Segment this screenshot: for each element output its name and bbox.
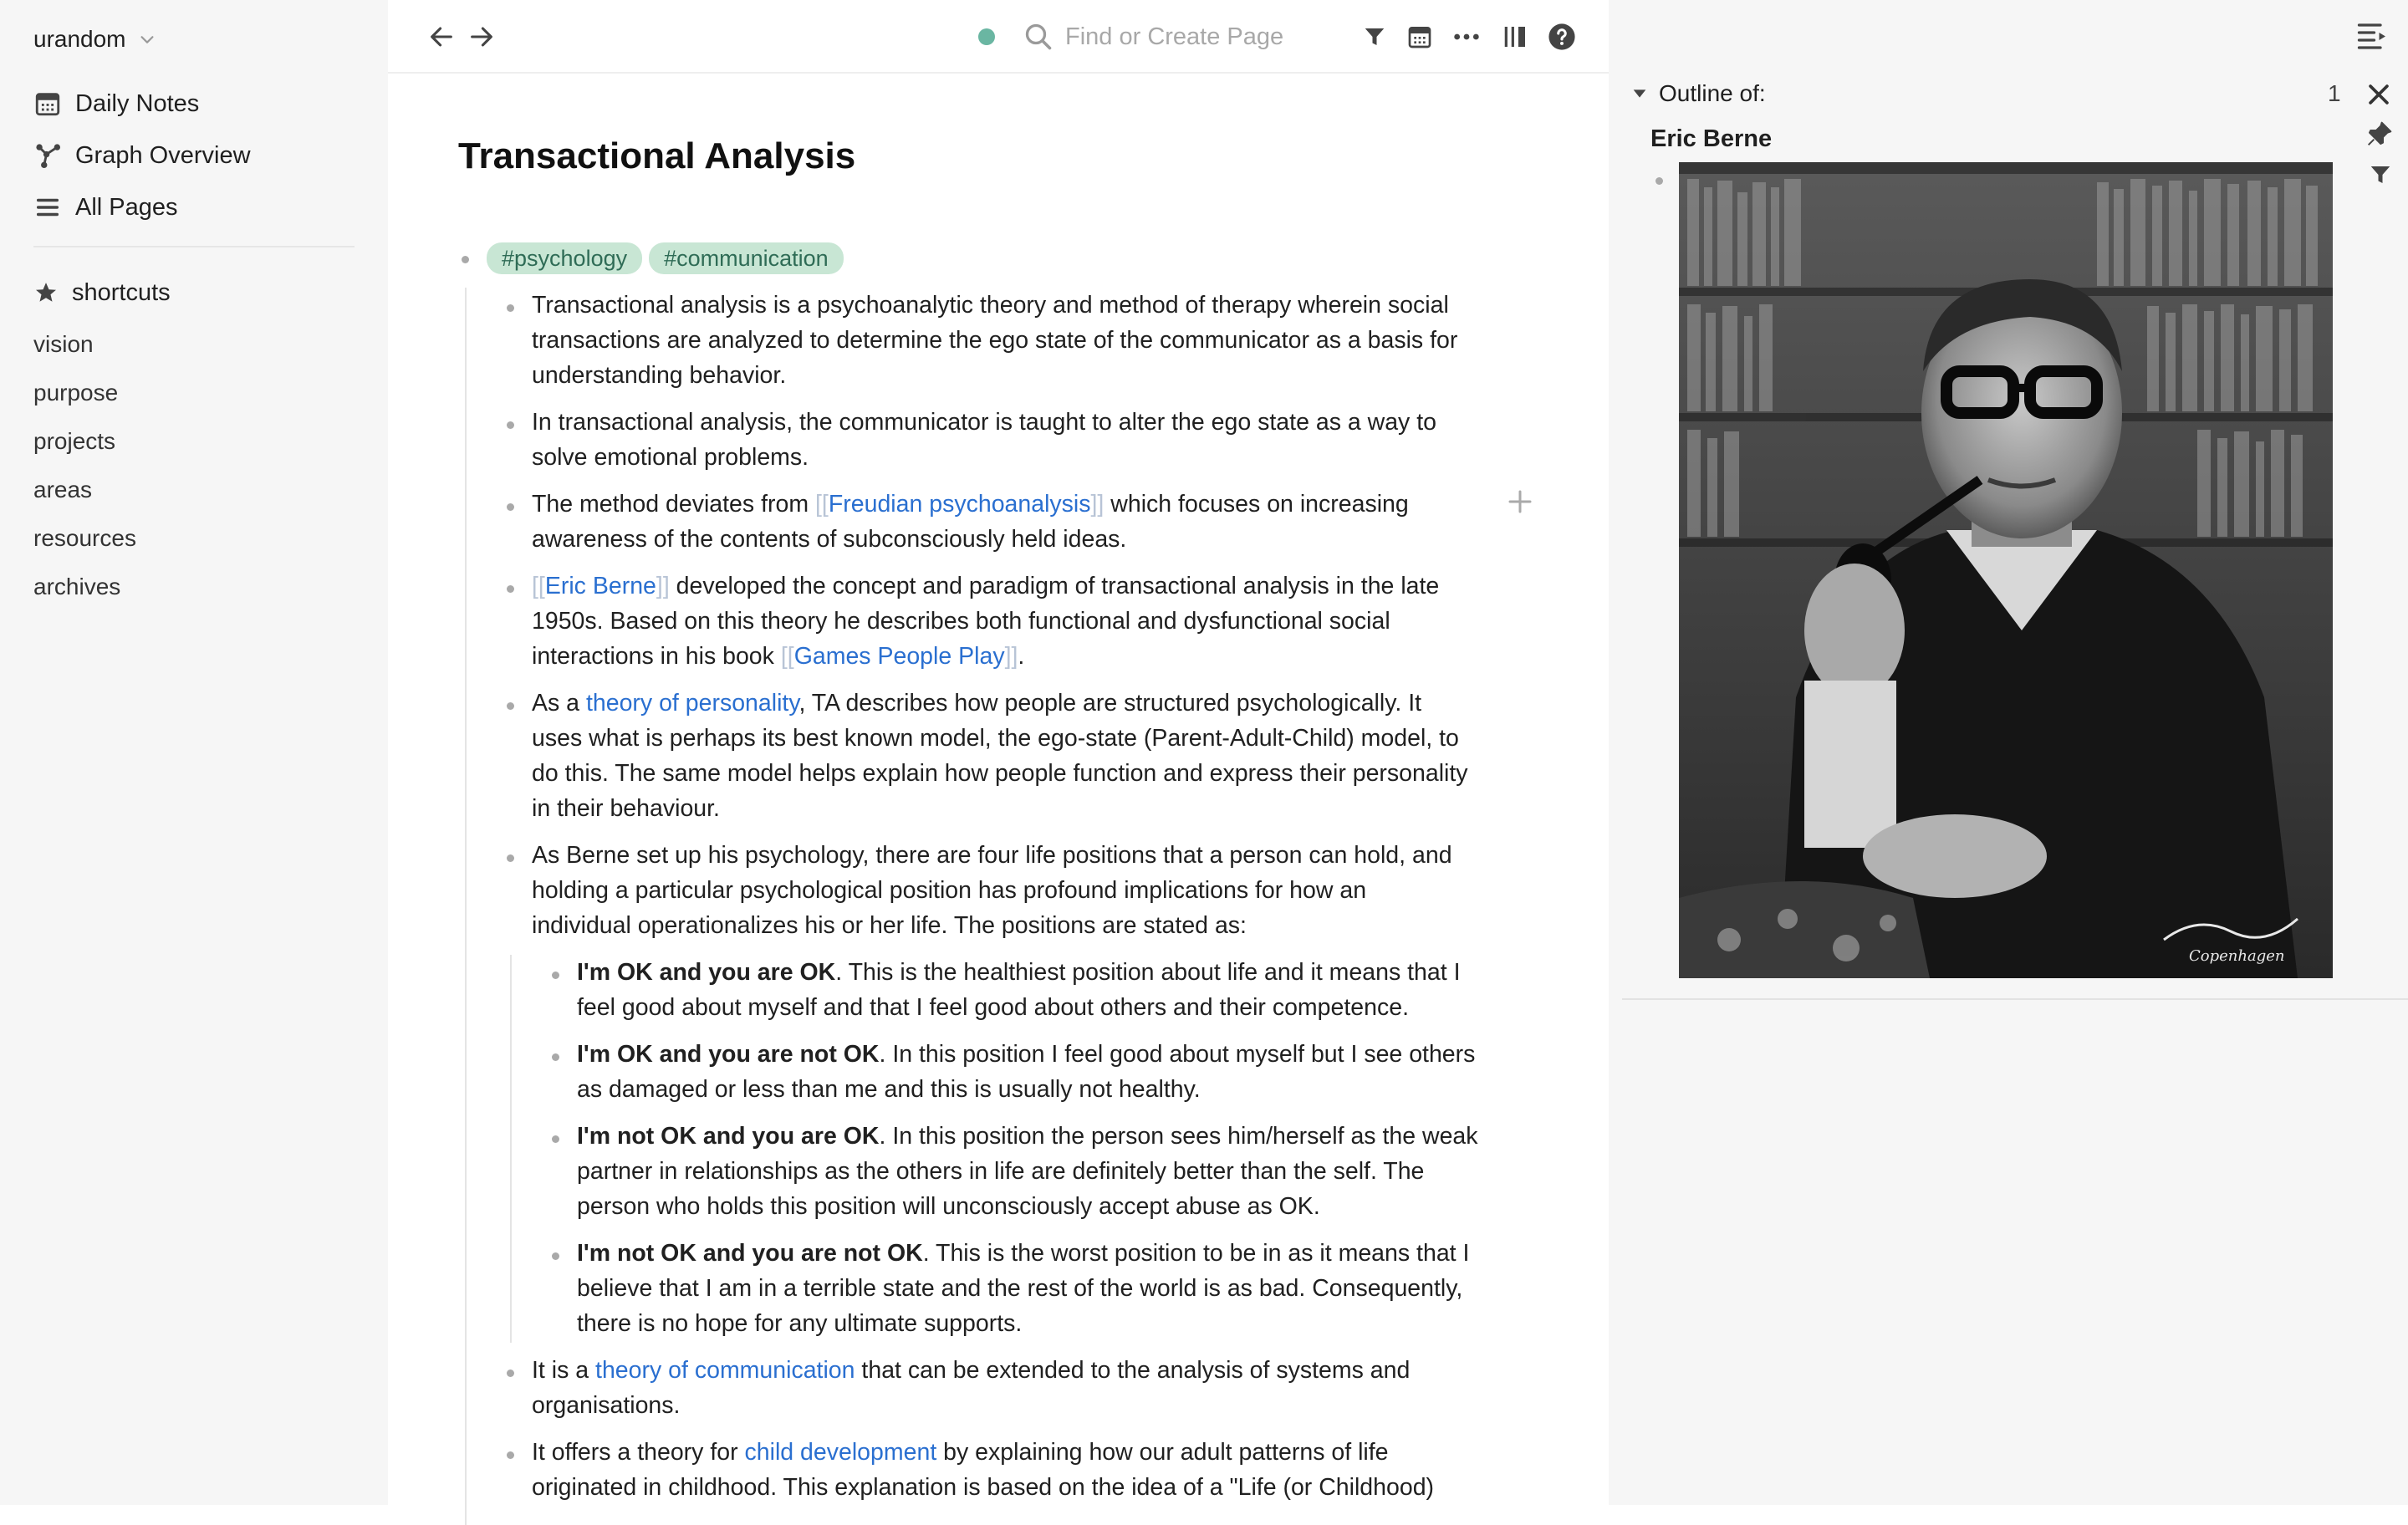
help-button[interactable]	[1545, 20, 1579, 54]
block-bullet[interactable]	[552, 1252, 559, 1260]
right-sidebar-toggle-button[interactable]	[1498, 20, 1532, 54]
block-bullet[interactable]	[507, 702, 514, 710]
chevron-down-icon	[138, 30, 156, 48]
block-bullet[interactable]	[507, 854, 514, 862]
help-icon	[1548, 23, 1576, 51]
eric-berne-photo[interactable]	[1679, 162, 2333, 978]
block-text[interactable]: I'm OK and you are not OK. In this position I feel good about myself but I see others as damaged or less than me and this is usually not healthy.	[577, 1041, 1476, 1103]
list-icon	[33, 193, 62, 222]
right-sidebar-collapse-icon[interactable]	[2356, 20, 2390, 50]
tag-psychology[interactable]: #psychology	[487, 242, 642, 274]
back-button[interactable]	[425, 20, 458, 54]
block-text[interactable]: As a theory of personality, TA describes how people are structured psychologically. It uses what is perhaps its best known model, the ego-state (Parent-Adult-Child) model, to do this. The same model helps explain how people function and express their personality in their behaviour.	[532, 690, 1468, 822]
more-icon	[1452, 23, 1481, 51]
right-sidebar	[1609, 0, 2408, 1505]
outline-header[interactable]	[1630, 77, 1766, 110]
search-box[interactable]	[1023, 17, 1308, 57]
block-text[interactable]: In transactional analysis, the communicator is taught to alter the ego state as a way to solve emotional problems.	[532, 409, 1436, 471]
star-icon	[33, 280, 59, 305]
page-title[interactable]: Transactional Analysis	[458, 135, 856, 176]
block-bullet[interactable]	[552, 972, 559, 979]
block-text[interactable]: It offers a theory for child development by explaining how our adult patterns of life originated in childhood. This explanation is based on the idea of a "Life (or Childhood)	[532, 1439, 1435, 1501]
graph-switcher[interactable]	[33, 25, 156, 54]
calendar-icon	[33, 89, 62, 118]
sidebar-divider	[33, 246, 355, 247]
shortcuts-header[interactable]	[33, 274, 171, 311]
sidebar-item-all-pages[interactable]	[33, 189, 178, 226]
block-bullet[interactable]	[552, 1135, 559, 1143]
sidebar-item-label: Graph Overview	[75, 141, 251, 169]
block-bullet[interactable]	[1656, 177, 1663, 185]
photo-signature: Copenhagen	[2189, 947, 2285, 965]
sidebar-toggle-icon	[1502, 23, 1528, 50]
block-bullet[interactable]	[507, 1451, 514, 1459]
sidebar-item-label: Daily Notes	[75, 89, 200, 117]
filter-icon[interactable]	[2368, 162, 2393, 187]
block-text[interactable]: The method deviates from [[Freudian psychoanalysis]] which focuses on increasing awareness of the contents of subconsciously held ideas.	[532, 491, 1409, 553]
shortcut-resources[interactable]: resources	[33, 525, 136, 551]
link-theory-of-communication[interactable]: theory of communication	[595, 1357, 855, 1384]
page-ref-eric-berne[interactable]: Eric Berne	[544, 573, 656, 599]
calendar-icon	[1406, 23, 1433, 50]
daily-notes-button[interactable]	[1403, 20, 1436, 54]
graph-name: urandom	[33, 26, 126, 52]
indent-guide	[465, 288, 467, 1525]
close-icon[interactable]	[2365, 80, 2393, 109]
block-text[interactable]: I'm not OK and you are not OK. This is the worst position to be in as it means that I believe that I am in a terrible state and the rest of the world is as bad. Consequently, there is no hope for any ultimate supports.	[577, 1240, 1470, 1337]
shortcuts-label: shortcuts	[72, 278, 171, 306]
add-block-plus-icon[interactable]	[1505, 487, 1535, 517]
indent-guide	[510, 955, 512, 1343]
more-button[interactable]	[1450, 20, 1483, 54]
block-text[interactable]: I'm not OK and you are OK. In this position the person sees him/herself as the weak partner in relationships as the others in life are definitely better than the self. The person who holds this position will unconsciously accept abuse as OK.	[577, 1123, 1478, 1220]
left-sidebar	[0, 0, 388, 1505]
portrait-image	[1679, 162, 2333, 978]
block-text[interactable]: Transactional analysis is a psychoanalytic theory and method of therapy wherein social transactions are analyzed to determine the ego state of the communicator as a basis for understanding behavior.	[532, 292, 1458, 389]
top-bar	[388, 0, 1609, 74]
block-bullet[interactable]	[507, 1369, 514, 1377]
search-icon	[1023, 22, 1054, 52]
filter-button[interactable]	[1358, 20, 1391, 54]
outline-page-title[interactable]: Eric Berne	[1650, 125, 1773, 152]
block-bullet[interactable]	[507, 421, 514, 429]
sidebar-item-label: All Pages	[75, 193, 178, 221]
page-ref-freudian-psychoanalysis[interactable]: Freudian psychoanalysis	[828, 491, 1091, 518]
tag-communication[interactable]: #communication	[649, 242, 844, 274]
main-panel	[388, 0, 1609, 1505]
block-text[interactable]: [[Eric Berne]] developed the concept and paradigm of transactional analysis in the late 1950s. Based on this theory he describes both functional and dysfunctional social interactions in his book [[Games People Play]].	[532, 573, 1440, 670]
block-text[interactable]: As Berne set up his psychology, there are four life positions that a person can hold, and holding a particular psychological position has profound implications for how an individual operationalizes his or her life. The positions are stated as:	[532, 842, 1452, 939]
link-theory-of-personality[interactable]: theory of personality	[585, 690, 799, 717]
block-text[interactable]: It is a theory of communication that can be extended to the analysis of systems and organisations.	[532, 1357, 1411, 1419]
outline-count: 1	[2328, 80, 2341, 106]
forward-arrow-icon	[467, 23, 496, 51]
search-input[interactable]	[1065, 23, 1299, 51]
forward-button[interactable]	[465, 20, 498, 54]
filter-icon	[1362, 24, 1387, 49]
back-arrow-icon	[427, 23, 456, 51]
link-child-development[interactable]: child development	[744, 1439, 937, 1466]
collapse-triangle-icon	[1630, 84, 1649, 103]
shortcut-projects[interactable]: projects	[33, 428, 116, 454]
tag-row	[487, 241, 850, 276]
block-bullet[interactable]	[507, 304, 514, 312]
sidebar-item-daily-notes[interactable]	[33, 85, 199, 122]
block-bullet[interactable]	[507, 503, 514, 511]
shortcut-archives[interactable]: archives	[33, 574, 121, 599]
sidebar-item-graph-overview[interactable]	[33, 137, 251, 174]
right-panel-divider	[1622, 998, 2408, 1000]
page-ref-games-people-play[interactable]: Games People Play	[793, 643, 1005, 670]
graph-icon	[33, 141, 62, 170]
sync-status-indicator	[978, 28, 995, 45]
shortcut-purpose[interactable]: purpose	[33, 380, 119, 405]
shortcut-vision[interactable]: vision	[33, 331, 94, 357]
block-text[interactable]: I'm OK and you are OK. This is the healthiest position about life and it means that I feel good about myself and that I feel good about others and their competence.	[577, 959, 1461, 1021]
shortcut-areas[interactable]: areas	[33, 477, 93, 502]
block-bullet[interactable]	[462, 256, 469, 263]
outline-label: Outline of:	[1659, 80, 1766, 106]
block-bullet[interactable]	[552, 1053, 559, 1061]
pin-icon[interactable]	[2366, 120, 2393, 147]
block-bullet[interactable]	[507, 585, 514, 593]
